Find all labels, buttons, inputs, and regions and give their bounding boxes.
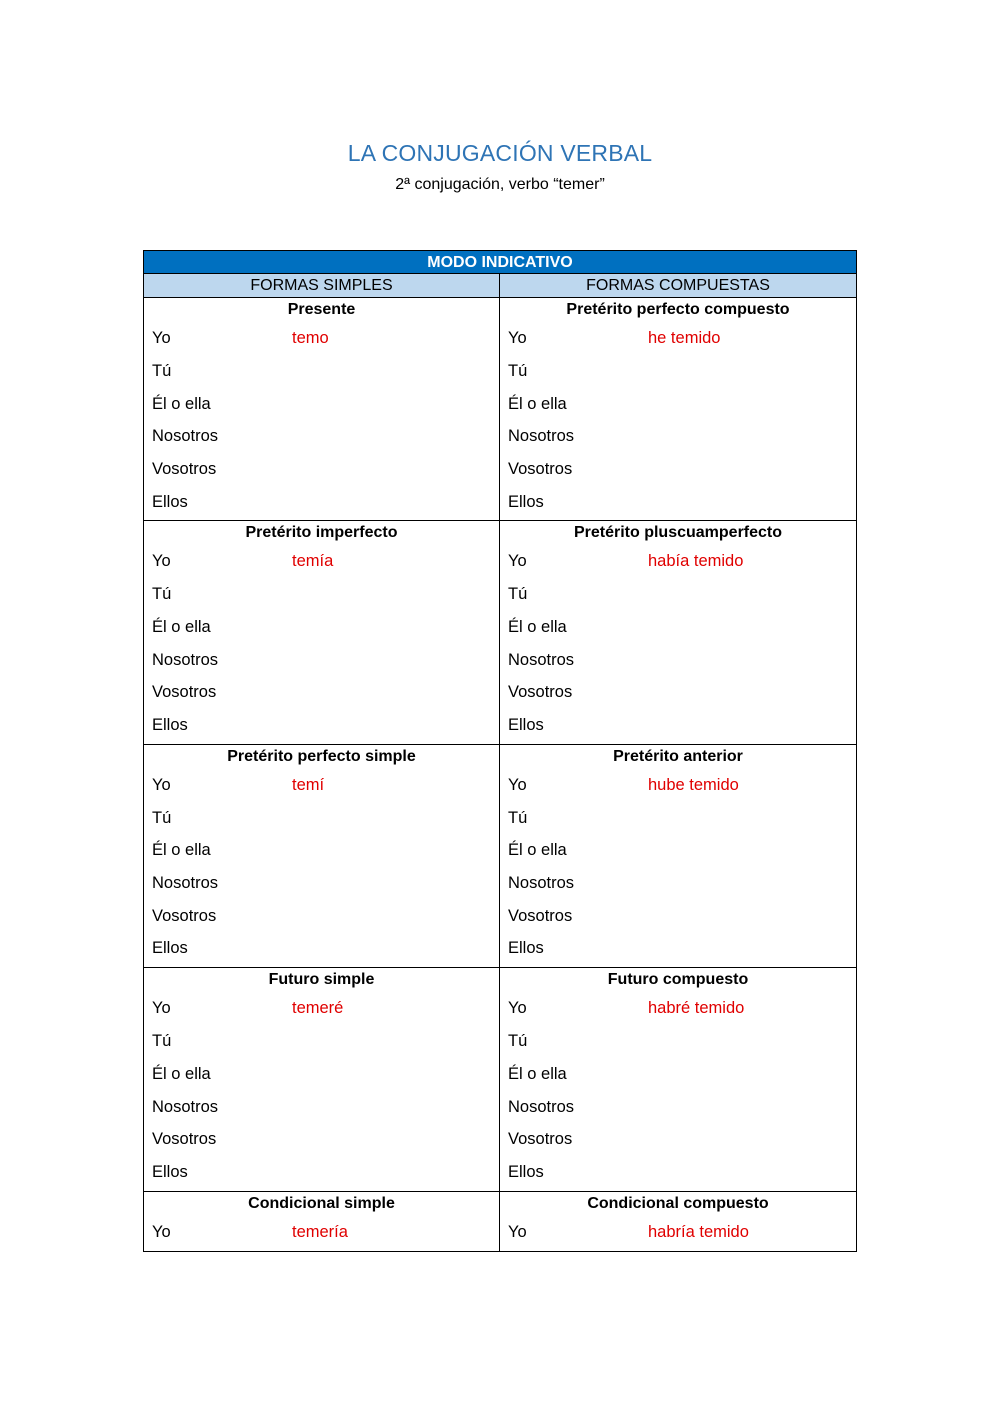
person-label: Nosotros	[508, 650, 575, 669]
conjugation-row	[500, 355, 856, 388]
conjugation-row	[144, 709, 499, 742]
conjugation-row	[144, 486, 499, 519]
conjugation-row	[500, 1216, 856, 1249]
compound-tense-cell	[500, 968, 856, 1190]
compound-tense-cell	[500, 521, 856, 743]
person-label: Vosotros	[152, 1130, 217, 1149]
verb-form: temeré	[292, 999, 344, 1018]
conjugation-row	[500, 420, 856, 453]
tense-title: Pretérito perfecto compuesto	[566, 301, 790, 318]
tense-title: Presente	[287, 301, 356, 318]
simple-tense-cell	[144, 1192, 500, 1251]
conjugation-row	[144, 420, 499, 453]
conjugation-row	[500, 802, 856, 835]
verb-form: había temido	[648, 552, 744, 571]
tense-bands	[144, 298, 856, 1251]
person-label: Nosotros	[152, 650, 219, 669]
person-label: Ellos	[152, 1162, 188, 1181]
person-label: Ellos	[508, 1162, 544, 1181]
conjugation-row	[500, 578, 856, 611]
page-title: LA CONJUGACIÓN VERBAL	[347, 140, 653, 166]
conjugation-row	[144, 545, 499, 578]
simple-tense-cell	[144, 745, 500, 967]
tense-band	[144, 968, 856, 1191]
verb-form: he temido	[648, 329, 721, 347]
person-label: Ellos	[508, 939, 544, 958]
conjugation-row	[500, 769, 856, 802]
person-label: Él o ella	[508, 617, 567, 636]
tense-title: Pretérito imperfecto	[245, 524, 398, 542]
person-label: Tú	[152, 1032, 172, 1051]
conjugation-row	[500, 900, 856, 933]
conjugation-row	[500, 1091, 856, 1124]
conjugation-row	[500, 322, 856, 355]
person-label: Yo	[508, 552, 527, 571]
person-label: Yo	[508, 1222, 527, 1241]
person-label: Tú	[508, 585, 528, 604]
verb-form: habré temido	[648, 999, 745, 1018]
person-label: Tú	[152, 808, 172, 827]
conjugation-table	[143, 250, 857, 1252]
person-label: Él o ella	[152, 1064, 211, 1083]
conjugation-row	[144, 355, 499, 388]
person-label: Nosotros	[508, 1097, 575, 1116]
person-label: Tú	[152, 585, 172, 604]
conjugation-row	[144, 1025, 499, 1058]
conjugation-row	[144, 1123, 499, 1156]
conjugation-row	[500, 453, 856, 486]
tense-band	[144, 298, 856, 521]
forms-header	[144, 274, 856, 298]
conjugation-row	[144, 1216, 499, 1249]
person-label: Tú	[152, 361, 172, 380]
conjugation-row	[144, 802, 499, 835]
conjugation-row	[144, 1091, 499, 1124]
compound-forms-header: FORMAS COMPUESTAS	[586, 277, 770, 294]
conjugation-row	[500, 1156, 856, 1189]
person-label: Vosotros	[508, 459, 573, 478]
conjugation-row	[500, 933, 856, 966]
person-label: Él o ella	[508, 1064, 567, 1083]
tense-title: Pretérito pluscuamperfecto	[573, 524, 783, 542]
person-label: Él o ella	[508, 841, 567, 860]
person-label: Nosotros	[508, 874, 575, 893]
person-label: Nosotros	[152, 1097, 219, 1116]
person-label: Tú	[508, 1032, 528, 1051]
person-label: Vosotros	[508, 683, 573, 702]
person-label: Tú	[508, 361, 528, 380]
person-label: Ellos	[508, 716, 544, 735]
page-subtitle: 2ª conjugación, verbo “temer”	[395, 176, 605, 193]
conjugation-row	[500, 545, 856, 578]
person-label: Yo	[152, 552, 171, 571]
conjugation-row	[144, 1156, 499, 1189]
tense-band	[144, 1192, 856, 1251]
conjugation-row	[500, 611, 856, 644]
simple-tense-cell	[144, 968, 500, 1190]
person-label: Yo	[152, 775, 171, 794]
person-label: Nosotros	[508, 427, 575, 446]
person-label: Él o ella	[152, 617, 211, 636]
person-label: Yo	[508, 329, 527, 347]
verb-form: temía	[292, 552, 334, 571]
person-label: Ellos	[508, 492, 544, 511]
conjugation-row	[144, 835, 499, 868]
person-label: Yo	[152, 999, 171, 1018]
tense-title: Condicional compuesto	[587, 1194, 769, 1212]
person-label: Yo	[508, 775, 527, 794]
verb-form: hube temido	[648, 775, 739, 794]
compound-tense-cell	[500, 745, 856, 967]
conjugation-row	[144, 992, 499, 1025]
tense-title: Condicional simple	[248, 1194, 395, 1212]
verb-form: temí	[292, 775, 325, 794]
person-label: Vosotros	[152, 459, 217, 478]
conjugation-row	[144, 677, 499, 710]
person-label: Tú	[508, 808, 528, 827]
conjugation-row	[144, 453, 499, 486]
conjugation-row	[500, 835, 856, 868]
verb-form: temería	[292, 1222, 348, 1241]
person-label: Nosotros	[152, 427, 219, 446]
person-label: Yo	[508, 999, 527, 1018]
person-label: Yo	[152, 1222, 171, 1241]
conjugation-row	[144, 322, 499, 355]
person-label: Vosotros	[508, 906, 573, 925]
conjugation-row	[144, 1058, 499, 1091]
tense-title: Futuro simple	[268, 971, 375, 989]
person-label: Vosotros	[508, 1130, 573, 1149]
person-label: Él o ella	[152, 394, 211, 413]
conjugation-row	[500, 1025, 856, 1058]
compound-tense-cell	[500, 298, 856, 520]
conjugation-row	[500, 677, 856, 710]
person-label: Él o ella	[152, 841, 211, 860]
conjugation-row	[500, 1123, 856, 1156]
person-label: Él o ella	[508, 394, 567, 413]
verb-form: temo	[292, 329, 329, 347]
conjugation-row	[500, 709, 856, 742]
conjugation-row	[144, 578, 499, 611]
mode-header: MODO INDICATIVO	[144, 251, 856, 274]
simple-tense-cell	[144, 298, 500, 520]
conjugation-row	[144, 933, 499, 966]
conjugation-row	[500, 486, 856, 519]
conjugation-row	[500, 1058, 856, 1091]
person-label: Ellos	[152, 492, 188, 511]
person-label: Ellos	[152, 939, 188, 958]
person-label: Vosotros	[152, 906, 217, 925]
verb-form: habría temido	[648, 1222, 749, 1241]
conjugation-row	[144, 769, 499, 802]
conjugation-row	[144, 388, 499, 421]
conjugation-row	[144, 867, 499, 900]
compound-tense-cell	[500, 1192, 856, 1251]
conjugation-row	[500, 644, 856, 677]
tense-title: Pretérito perfecto simple	[227, 747, 416, 765]
person-label: Ellos	[152, 716, 188, 735]
conjugation-row	[144, 900, 499, 933]
simple-forms-header: FORMAS SIMPLES	[144, 274, 500, 297]
conjugation-row	[144, 611, 499, 644]
conjugation-row	[500, 992, 856, 1025]
person-label: Yo	[152, 329, 171, 347]
conjugation-row	[144, 644, 499, 677]
tense-title: Pretérito anterior	[613, 747, 743, 765]
conjugation-row	[500, 867, 856, 900]
tense-title: Futuro compuesto	[607, 971, 749, 989]
person-label: Nosotros	[152, 874, 219, 893]
person-label: Vosotros	[152, 683, 217, 702]
conjugation-row	[500, 388, 856, 421]
tense-band	[144, 745, 856, 968]
tense-band	[144, 521, 856, 744]
simple-tense-cell	[144, 521, 500, 743]
